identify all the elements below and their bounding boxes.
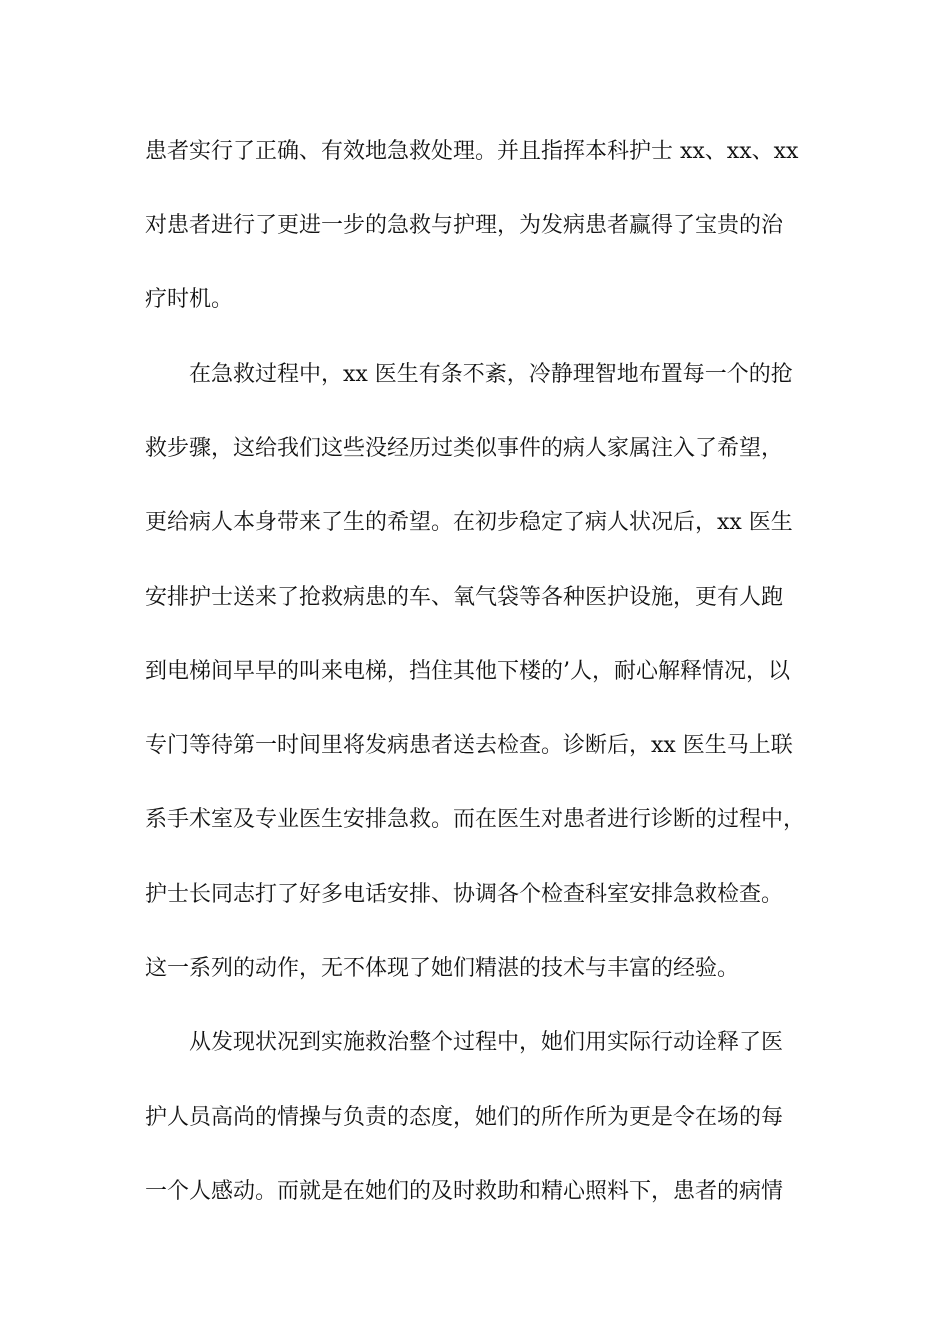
text-line: 护士长同志打了好多电话安排、协调各个检查科室安排急救检查。	[145, 882, 784, 907]
text-line: 到电梯间早早的叫来电梯，挡住其他下楼的’人，耐心解释情况，以	[145, 659, 790, 684]
text-line: 一个人感动。而就是在她们的及时救助和精心照料下，患者的病情	[145, 1179, 784, 1204]
text-line: 疗时机。	[145, 287, 234, 312]
text-line: 对患者进行了更进一步的急救与护理，为发病患者赢得了宝贵的治	[145, 213, 784, 238]
text-line: 更给病人本身带来了生的希望。在初步稳定了病人状况后，xx 医生	[145, 510, 793, 535]
text-line: 专门等待第一时间里将发病患者送去检查。诊断后，xx 医生马上联	[145, 733, 793, 758]
text-line: 患者实行了正确、有效地急救处理。并且指挥本科护士 xx、xx、xx	[145, 139, 799, 164]
paragraph-first-line: 从发现状况到实施救治整个过程中，她们用实际行动诠释了医	[189, 1030, 784, 1055]
paragraph-first-line: 在急救过程中，xx 医生有条不紊，冷静理智地布置每一个的抢	[189, 362, 793, 387]
text-line: 安排护士送来了抢救病患的车、氧气袋等各种医护设施，更有人跑	[145, 585, 784, 610]
text-line: 护人员高尚的情操与负责的态度，她们的所作所为更是令在场的每	[145, 1105, 784, 1130]
text-line: 这一系列的动作，无不体现了她们精湛的技术与丰富的经验。	[145, 956, 740, 981]
text-line: 系手术室及专业医生安排急救。而在医生对患者进行诊断的过程中，	[145, 807, 806, 832]
text-line: 救步骤，这给我们这些没经历过类似事件的病人家属注入了希望，	[145, 436, 784, 461]
